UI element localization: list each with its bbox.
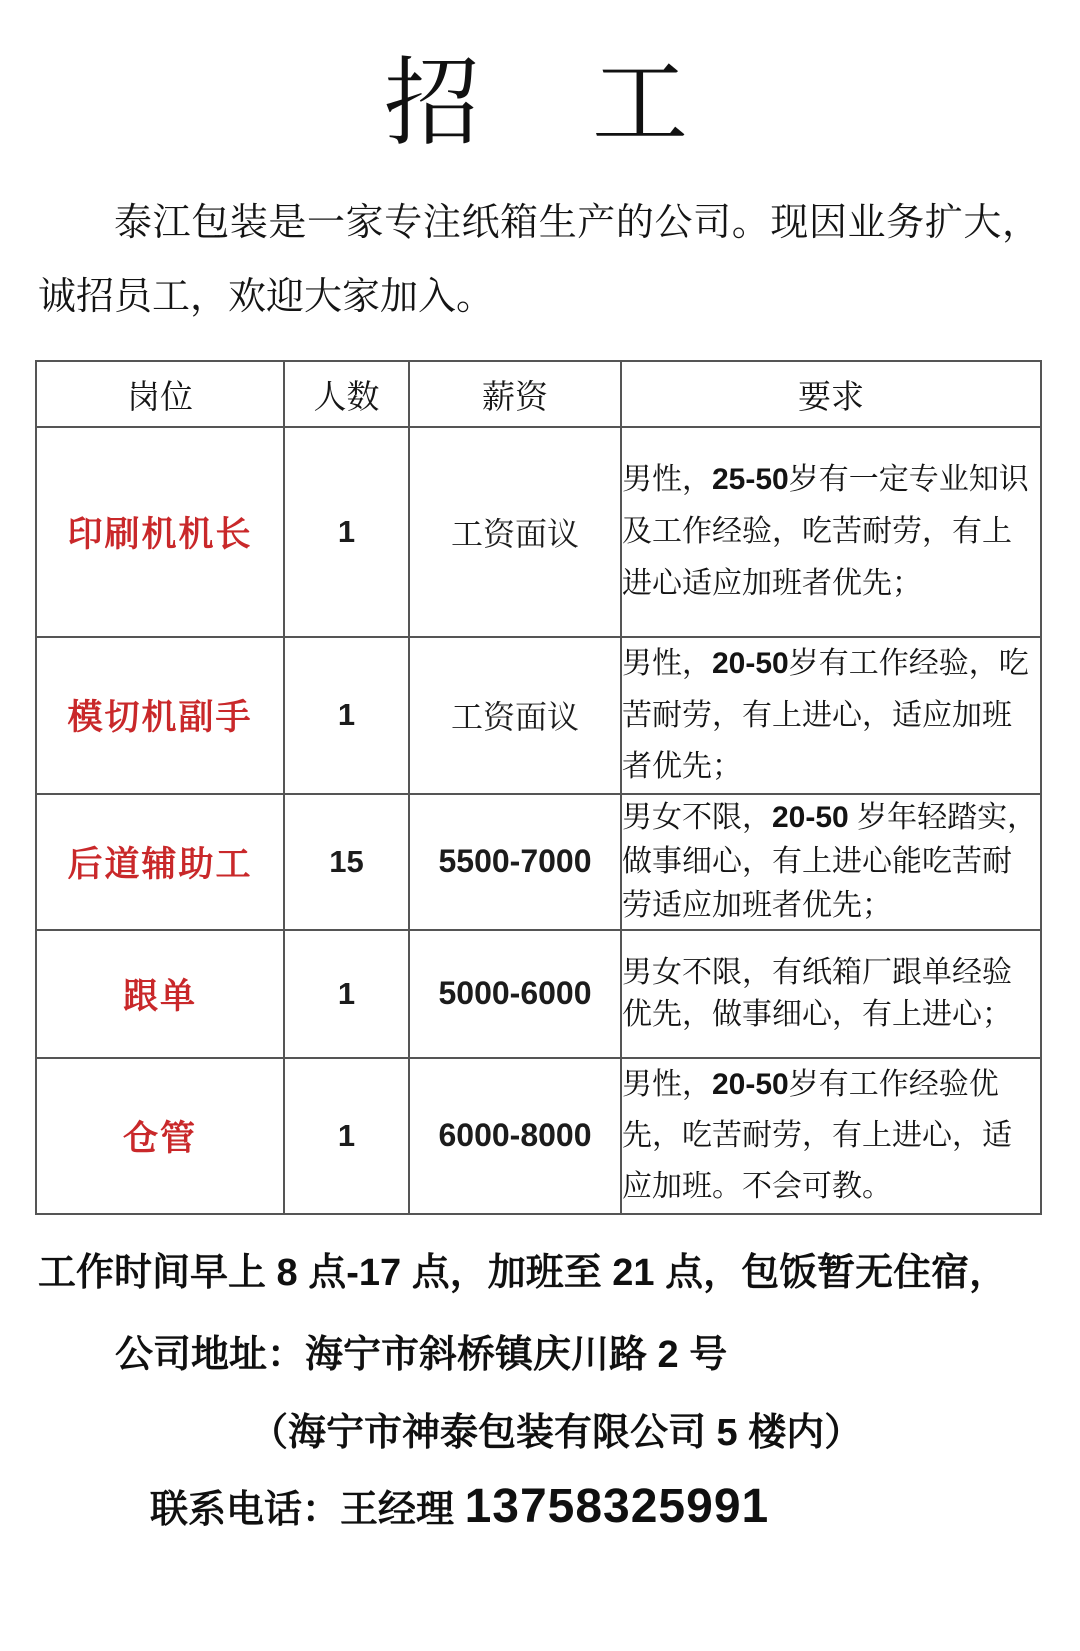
requirement-cell: 男女不限，20-50 岁年轻踏实，做事细心，有上进心能吃苦耐劳适应加班者优先； xyxy=(621,794,1041,930)
table-row xyxy=(36,794,1041,930)
table-row xyxy=(36,930,1041,1058)
column-header-requirements: 要求 xyxy=(621,361,1041,427)
intro-paragraph: 泰江包装是一家专注纸箱生产的公司。现因业务扩大，诚招员工，欢迎大家加入。 xyxy=(38,202,1040,318)
contact-label: 联系电话：王经理 xyxy=(150,1488,465,1531)
contact-phone: 13758325991 xyxy=(464,1479,770,1533)
salary-cell: 6000-8000 xyxy=(409,1058,621,1214)
table-row xyxy=(36,1058,1041,1214)
requirement-cell: 男性，25-50岁有一定专业知识及工作经验，吃苦耐劳，有上进心适应加班者优先； xyxy=(621,427,1041,637)
poster-footer xyxy=(0,1249,1080,1534)
footer-company-address: 公司地址：海宁市斜桥镇庆川路 2 号 xyxy=(115,1333,728,1376)
footer-address-note: （海宁市神泰包装有限公司 5 楼内） xyxy=(250,1411,863,1454)
count-cell: 1 xyxy=(284,637,409,794)
count-cell: 15 xyxy=(284,794,409,930)
column-header-count: 人数 xyxy=(284,361,409,427)
recruitment-poster xyxy=(0,44,1080,1651)
salary-cell: 5500-7000 xyxy=(409,794,621,930)
poster-title: 招 工 xyxy=(384,50,696,157)
count-cell: 1 xyxy=(284,930,409,1058)
requirement-cell: 男性，20-50岁有工作经验，吃苦耐劳，有上进心，适应加班者优先； xyxy=(621,637,1041,794)
requirement-cell: 男性，20-50岁有工作经验优先，吃苦耐劳，有上进心，适应加班。不会可教。 xyxy=(621,1058,1041,1214)
position-cell: 印刷机机长 xyxy=(36,427,284,637)
count-cell: 1 xyxy=(284,1058,409,1214)
salary-cell: 5000-6000 xyxy=(409,930,621,1058)
position-cell: 仓管 xyxy=(36,1058,284,1214)
footer-contact xyxy=(150,1479,1080,1534)
footer-work-hours: 工作时间早上 8 点-17 点，加班至 21 点，包饭暂无住宿， xyxy=(38,1251,1008,1294)
table-header-row xyxy=(36,361,1041,427)
table-row xyxy=(36,427,1041,637)
table-row xyxy=(36,637,1041,794)
position-cell: 跟单 xyxy=(36,930,284,1058)
salary-cell: 工资面议 xyxy=(409,637,621,794)
job-table xyxy=(35,360,1042,1215)
salary-cell: 工资面议 xyxy=(409,427,621,637)
requirement-cell: 男女不限，有纸箱厂跟单经验优先，做事细心，有上进心； xyxy=(621,930,1041,1058)
count-cell: 1 xyxy=(284,427,409,637)
column-header-salary: 薪资 xyxy=(409,361,621,427)
column-header-position: 岗位 xyxy=(36,361,284,427)
position-cell: 后道辅助工 xyxy=(36,794,284,930)
position-cell: 模切机副手 xyxy=(36,637,284,794)
